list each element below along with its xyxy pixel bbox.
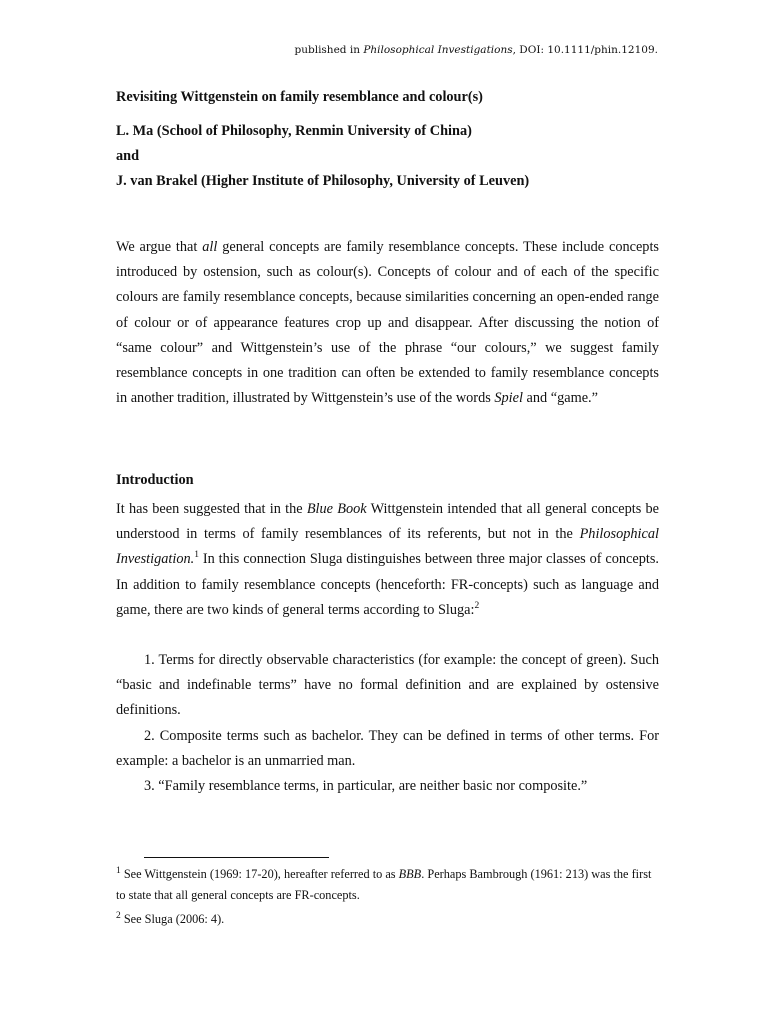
paper-title: Revisiting Wittgenstein on family resemblance and colour(s): [116, 89, 483, 105]
abstract-text: and “game.”: [522, 390, 598, 407]
intro-paragraph: [116, 497, 659, 623]
footnote-1: [116, 864, 664, 906]
doi: , DOI: 10.1111/phin.12109.: [512, 44, 658, 56]
intro-text: In this connection Sluga distinguishes between three major classes of concepts. In addition to family resemblance concepts (henceforth: FR-concepts) such as language and game, there are two kinds of general terms according to Sluga:: [116, 551, 659, 618]
intro-text: Wittgenstein intended that all general concepts be understood in terms of family resemblances of its referents, but not in the: [116, 501, 659, 543]
list-item-1: 1. Terms for directly observable characteristics (for example: the concept of green). Such “basic and indefinable terms” have no formal definition and are explained by ostensive definitions.: [116, 652, 659, 719]
intro-text: It has been suggested that in the: [116, 501, 307, 517]
footnote-2: [116, 909, 664, 930]
footnote-number: 1: [116, 865, 121, 876]
list-item-2: 2. Composite terms such as bachelor. They can be defined in terms of other terms. For example: a bachelor is an unmarried man.: [116, 728, 659, 770]
footnote-emphasis: BBB: [398, 867, 422, 881]
abstract: [116, 235, 659, 411]
footnote-text: See Wittgenstein (1969: 17-20), hereafter referred to as: [120, 867, 399, 881]
footnote-text: See Sluga (2006: 4).: [120, 912, 225, 926]
intro-emphasis: Blue Book: [306, 501, 367, 517]
abstract-text: We argue that: [116, 239, 203, 255]
author-2: J. van Brakel (Higher Institute of Philosophy, University of Leuven): [116, 173, 530, 189]
footnote-text: . Perhaps Bambrough (1961: 213) was the first to state that all general concepts are FR-concepts.: [116, 867, 652, 902]
footnote-ref-2[interactable]: 2: [474, 601, 480, 612]
abstract-emphasis: all: [202, 239, 218, 255]
publication-info: [295, 43, 659, 57]
footnote-number: 2: [116, 910, 121, 921]
list-item-3: 3. “Family resemblance terms, in particular, are neither basic nor composite.”: [144, 778, 588, 794]
footnote-ref-1[interactable]: 1: [194, 550, 199, 561]
abstract-text: general concepts are family resemblance concepts. These include concepts introduced by ostension, such as colour(s). Concepts of colour and of each of the specific colours are family resemblance concepts, because similarities concerning an open-ended range of colour or of appearance features crop up and disappear. After discussing the notion of “same colour” and Wittgenstein’s use of the phrase “our colours,” we suggest family resemblance concepts in one tradition can often be extended to family resemblance concepts in another tradition, illustrated by Wittgenstein’s use of the words: [116, 239, 659, 407]
footnote-divider: [144, 857, 329, 858]
journal-name: Philosophical Investigations: [363, 44, 513, 56]
abstract-emphasis: Spiel: [494, 390, 523, 407]
pub-prefix: published in: [294, 44, 364, 56]
author-conjunction: and: [116, 148, 140, 164]
intro-emphasis: Philosophical Investigation.: [116, 526, 659, 568]
section-heading-introduction: Introduction: [116, 472, 194, 488]
author-1: L. Ma (School of Philosophy, Renmin University of China): [116, 123, 472, 139]
